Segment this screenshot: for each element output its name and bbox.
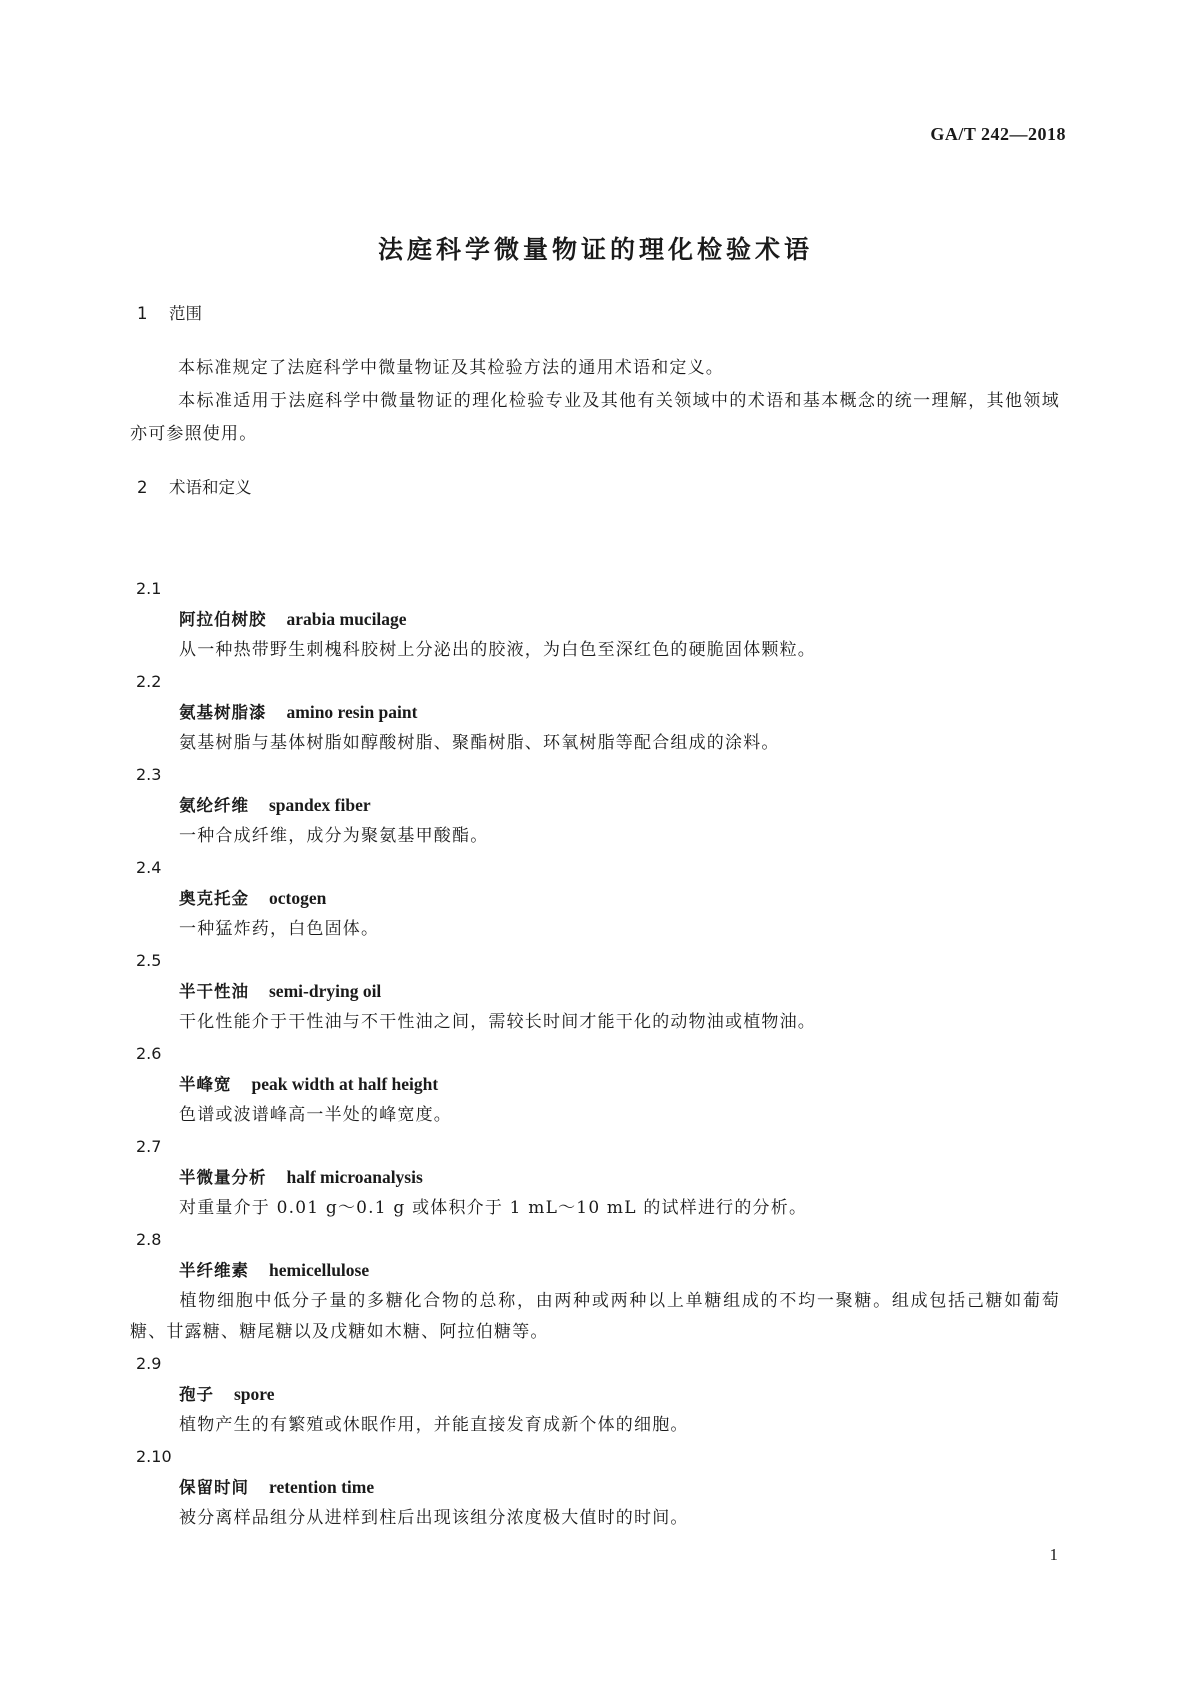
term-entry xyxy=(0,666,1191,759)
term-name-zh: 半干性油 xyxy=(179,982,249,1001)
term-number: 2.7 xyxy=(136,1137,162,1156)
term-definition: 氨基树脂与基体树脂如醇酸树脂、聚酯树脂、环氧树脂等配合组成的涂料。 xyxy=(179,733,780,753)
term-name-en: arabia mucilage xyxy=(286,609,407,629)
term-name-zh: 阿拉伯树胶 xyxy=(179,610,267,629)
term-number: 2.6 xyxy=(136,1044,162,1063)
document-number: GA/T 242—2018 xyxy=(930,124,1066,144)
term-definition: 从一种热带野生刺槐科胶树上分泌出的胶液，为白色至深红色的硬脆固体颗粒。 xyxy=(179,640,816,660)
term-name-en: half microanalysis xyxy=(286,1167,423,1187)
term-list xyxy=(0,573,1191,1534)
term-name-zh: 保留时间 xyxy=(179,1478,249,1497)
term-definition: 被分离样品组分从进样到柱后出现该组分浓度极大值时的时间。 xyxy=(179,1508,689,1528)
term-number: 2.4 xyxy=(136,858,162,877)
term-number: 2.9 xyxy=(136,1354,162,1373)
term-entry xyxy=(0,1131,1191,1224)
term-name-en: peak width at half height xyxy=(251,1074,439,1094)
term-number: 2.2 xyxy=(136,672,162,691)
term-name xyxy=(0,976,1191,1007)
term-number: 2.10 xyxy=(136,1447,172,1466)
term-name xyxy=(0,883,1191,914)
term-name xyxy=(0,1069,1191,1100)
term-entry xyxy=(0,573,1191,666)
term-name-zh: 半峰宽 xyxy=(179,1075,232,1094)
term-name xyxy=(0,1162,1191,1193)
section-2-title: 术语和定义 xyxy=(169,478,252,497)
term-number: 2.3 xyxy=(136,765,162,784)
term-entry xyxy=(0,945,1191,1038)
term-definition: 色谱或波谱峰高一半处的峰宽度。 xyxy=(179,1105,452,1125)
term-entry xyxy=(0,1348,1191,1441)
term-name xyxy=(0,790,1191,821)
term-name-en: spore xyxy=(234,1384,275,1404)
term-name-zh: 奥克托金 xyxy=(179,889,249,908)
term-name-en: hemicellulose xyxy=(269,1260,370,1280)
term-entry xyxy=(0,759,1191,852)
term-number: 2.5 xyxy=(136,951,162,970)
section-1-heading xyxy=(137,300,202,324)
term-definition: 一种猛炸药，白色固体。 xyxy=(179,919,380,939)
term-name-en: octogen xyxy=(269,888,327,908)
term-name xyxy=(0,1379,1191,1410)
term-name xyxy=(0,604,1191,635)
term-entry xyxy=(0,1038,1191,1131)
term-entry xyxy=(0,1224,1191,1348)
term-name-en: spandex fiber xyxy=(269,795,371,815)
section-1-number: 1 xyxy=(137,304,148,323)
term-definition: 植物细胞中低分子量的多糖化合物的总称，由两种或两种以上单糖组成的不均一聚糖。组成包括己糖如葡萄糖、甘露糖、糖尾糖以及戊糖如木糖、阿拉伯糖等。 xyxy=(130,1291,1060,1342)
term-definition: 一种合成纤维，成分为聚氨基甲酸酯。 xyxy=(179,826,489,846)
term-definition: 对重量介于 0.01 g～0.1 g 或体积介于 1 mL～10 mL 的试样进行的分析。 xyxy=(179,1198,808,1218)
document-title: 法庭科学微量物证的理化检验术语 xyxy=(377,235,813,264)
section-2-number: 2 xyxy=(137,478,148,497)
term-name xyxy=(0,1255,1191,1286)
section-1-title: 范围 xyxy=(169,304,202,323)
term-name-en: semi-drying oil xyxy=(269,981,382,1001)
term-name-zh: 半微量分析 xyxy=(179,1168,267,1187)
section-2-heading xyxy=(137,474,252,498)
term-name-zh: 孢子 xyxy=(179,1385,214,1404)
term-name xyxy=(0,697,1191,728)
term-number: 2.8 xyxy=(136,1230,162,1249)
section-1-paragraph-2: 本标准适用于法庭科学中微量物证的理化检验专业及其他有关领域中的术语和基本概念的统一理解，其他领域亦可参照使用。 xyxy=(130,391,1060,444)
term-name-zh: 半纤维素 xyxy=(179,1261,249,1280)
section-1-paragraph-1: 本标准规定了法庭科学中微量物证及其检验方法的通用术语和定义。 xyxy=(178,358,724,378)
term-entry xyxy=(0,1441,1191,1534)
term-name-zh: 氨基树脂漆 xyxy=(179,703,267,722)
term-entry xyxy=(0,852,1191,945)
term-name xyxy=(0,1472,1191,1503)
term-name-en: amino resin paint xyxy=(286,702,418,722)
term-name-en: retention time xyxy=(269,1477,375,1497)
page-number: 1 xyxy=(1049,1545,1058,1564)
term-definition: 植物产生的有繁殖或休眠作用，并能直接发育成新个体的细胞。 xyxy=(179,1415,689,1435)
term-name-zh: 氨纶纤维 xyxy=(179,796,249,815)
term-definition: 干化性能介于干性油与不干性油之间，需较长时间才能干化的动物油或植物油。 xyxy=(179,1012,816,1032)
term-number: 2.1 xyxy=(136,579,162,598)
